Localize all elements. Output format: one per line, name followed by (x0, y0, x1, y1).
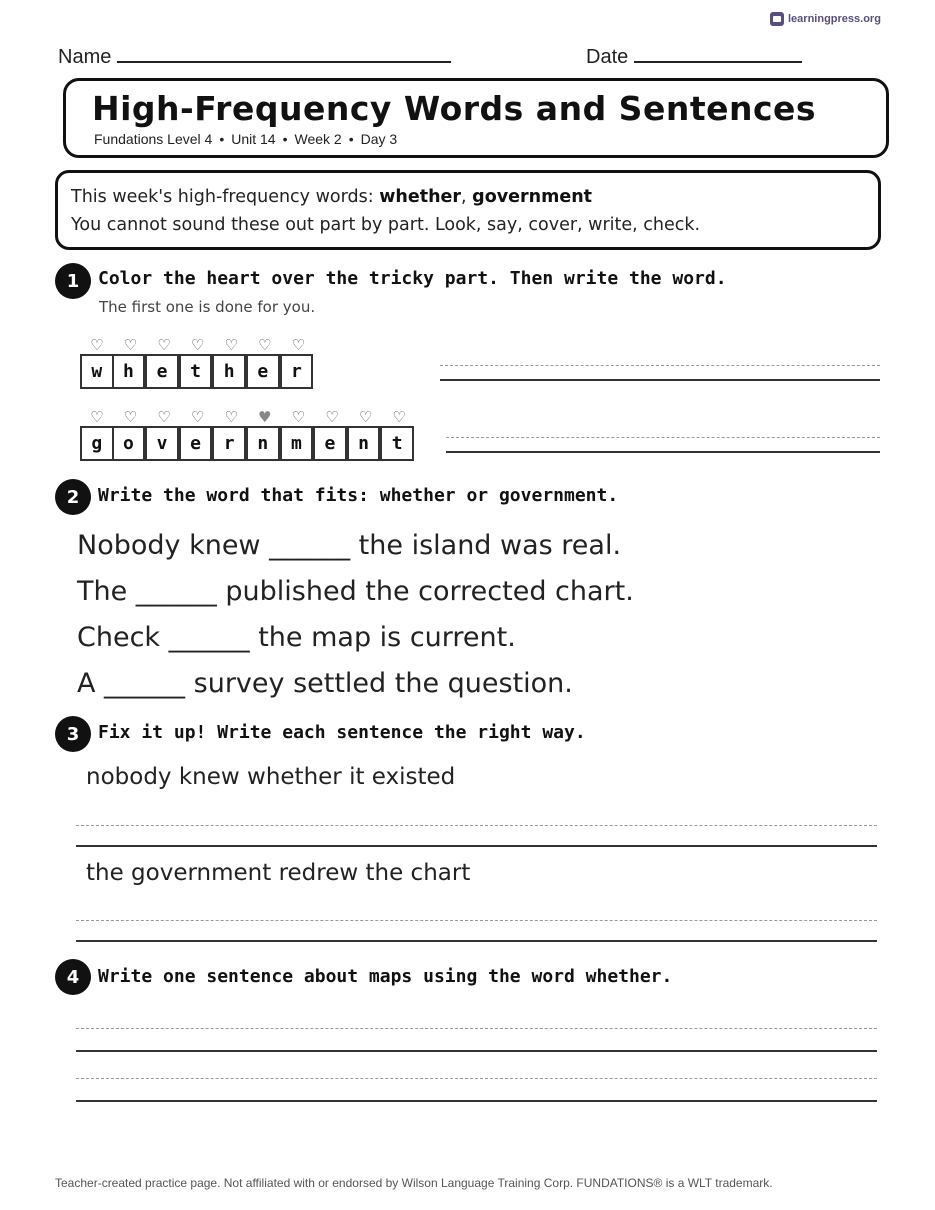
question-1-note: The first one is done for you. (99, 298, 316, 316)
subtitle-unit: Unit 14 (231, 131, 276, 147)
fix-sentence-1: nobody knew whether it existed (86, 764, 456, 790)
heart-icon[interactable]: ♡ (123, 408, 138, 426)
subtitle-week: Week 2 (294, 131, 342, 147)
letter-box: v (145, 426, 179, 461)
separator: • (348, 131, 354, 147)
question-3-instruction: Fix it up! Write each sentence the right way. (98, 722, 586, 743)
heart-icon[interactable]: ♡ (291, 336, 306, 354)
question-number-3: 3 (55, 716, 91, 752)
letter-box: r (212, 426, 246, 461)
letter-cell (214, 336, 248, 389)
date-label: Date (586, 46, 629, 68)
letter-cell (248, 408, 282, 461)
heart-icon[interactable]: ♡ (123, 336, 138, 354)
book-icon (770, 12, 784, 26)
letter-box: e (246, 354, 280, 389)
letter-cell (80, 336, 114, 389)
info-instructions: You cannot sound these out part by part. Look, say, cover, write, check. (71, 215, 701, 235)
heart-icon[interactable]: ♡ (224, 408, 238, 426)
brand-label: learningpress.org (788, 13, 881, 25)
letter-box: g (80, 426, 114, 461)
letter-cell (382, 408, 416, 461)
letter-box: o (112, 426, 146, 461)
page-title: High-Frequency Words and Sentences (92, 89, 817, 128)
name-field (58, 46, 451, 69)
letter-box: e (313, 426, 347, 461)
title-box (63, 78, 889, 158)
name-label: Name (58, 46, 112, 68)
letter-cell (349, 408, 383, 461)
letter-cell (80, 408, 114, 461)
heart-icon[interactable]: ♡ (90, 408, 104, 426)
heart-icon[interactable]: ♡ (224, 336, 238, 354)
heart-icon[interactable]: ♡ (325, 408, 339, 426)
hf-word-government: government (472, 187, 593, 207)
letter-cell (282, 336, 316, 389)
question-number-2: 2 (55, 479, 91, 515)
letter-box: e (145, 354, 179, 389)
heart-icon[interactable]: ♡ (190, 336, 205, 354)
heart-icon[interactable]: ♡ (157, 408, 171, 426)
fill-sentence-4: A ______ survey settled the question. (77, 668, 573, 699)
heart-icon[interactable]: ♡ (358, 408, 373, 426)
letter-cell (147, 336, 181, 389)
write-line-fix-1[interactable] (76, 825, 877, 847)
letter-cell (315, 408, 349, 461)
info-comma: , (461, 187, 473, 207)
question-4-instruction: Write one sentence about maps using the word whether. (98, 966, 673, 987)
letter-cell (214, 408, 248, 461)
info-words-line (71, 183, 865, 211)
name-line[interactable] (117, 47, 451, 63)
letter-box: h (212, 354, 246, 389)
question-number-1: 1 (55, 263, 91, 299)
letter-box: h (112, 354, 146, 389)
letter-box: t (179, 354, 213, 389)
footer-disclaimer: Teacher-created practice page. Not affiliated with or endorsed by Wilson Language Training Corp. FUNDATIONS® is a WLT trademark. (55, 1176, 773, 1190)
write-line-fix-2[interactable] (76, 920, 877, 942)
fill-sentence-2: The ______ published the corrected chart. (77, 576, 634, 607)
subtitle-day: Day 3 (360, 131, 398, 147)
letter-box: r (280, 354, 314, 389)
write-line-government[interactable] (446, 437, 880, 453)
question-2-instruction: Write the word that fits: whether or government. (98, 485, 619, 506)
filled-heart-icon[interactable]: ♥ (258, 408, 272, 426)
date-field (586, 46, 802, 69)
letter-box: e (179, 426, 213, 461)
question-number-4: 4 (55, 959, 91, 995)
letter-box: n (246, 426, 280, 461)
heart-icon[interactable]: ♡ (258, 336, 272, 354)
letter-box: t (380, 426, 414, 461)
write-line-q4-1[interactable] (76, 1028, 877, 1052)
letter-cell (147, 408, 181, 461)
separator: • (219, 131, 225, 147)
letter-box: w (80, 354, 114, 389)
letter-cell (248, 336, 282, 389)
fill-sentence-3: Check ______ the map is current. (77, 622, 516, 653)
fix-sentence-2: the government redrew the chart (86, 860, 471, 886)
word-boxes-government (80, 408, 416, 461)
word-boxes-whether (80, 336, 315, 389)
heart-icon[interactable]: ♡ (392, 408, 406, 426)
heart-icon[interactable]: ♡ (190, 408, 205, 426)
write-line-q4-2[interactable] (76, 1078, 877, 1102)
write-line-whether[interactable] (440, 365, 880, 381)
question-1-instruction: Color the heart over the tricky part. Then write the word. (98, 268, 727, 289)
letter-box: n (347, 426, 381, 461)
letter-cell (114, 336, 148, 389)
letter-cell (181, 336, 215, 389)
info-box (55, 170, 881, 250)
page-subtitle (94, 131, 397, 147)
heart-icon[interactable]: ♡ (90, 336, 104, 354)
info-prefix: This week's high-frequency words: (71, 187, 380, 207)
letter-cell (282, 408, 316, 461)
subtitle-level: Fundations Level 4 (94, 131, 213, 147)
letter-box: m (280, 426, 314, 461)
fill-sentence-1: Nobody knew ______ the island was real. (77, 530, 622, 561)
hf-word-whether: whether (379, 187, 462, 207)
heart-icon[interactable]: ♡ (157, 336, 171, 354)
separator: • (282, 131, 288, 147)
heart-icon[interactable]: ♡ (291, 408, 306, 426)
brand-logo (770, 12, 881, 26)
letter-cell (114, 408, 148, 461)
letter-cell (181, 408, 215, 461)
date-line[interactable] (634, 47, 802, 63)
